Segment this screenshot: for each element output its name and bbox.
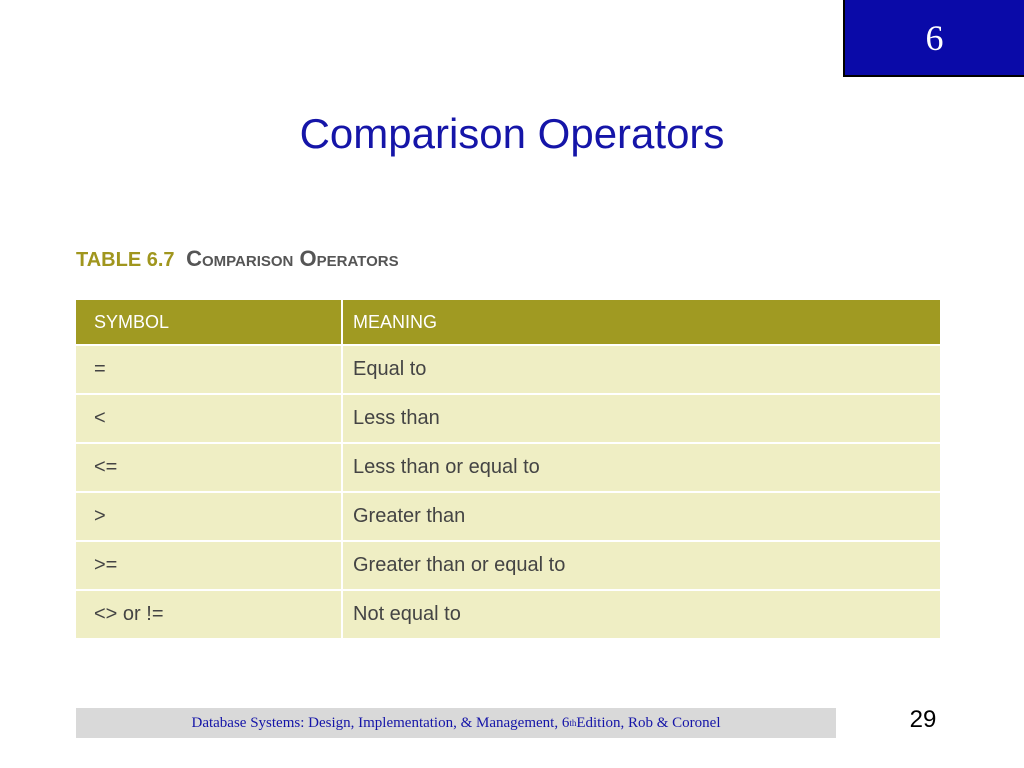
meaning-cell: Less than or equal to: [342, 443, 940, 492]
symbol-cell: <: [76, 394, 342, 443]
column-header-meaning: MEANING: [342, 300, 940, 345]
table-header-row: [76, 300, 940, 345]
symbol-cell: <=: [76, 443, 342, 492]
footer-superscript: th: [569, 718, 577, 728]
table-caption-label: TABLE 6.7: [76, 249, 175, 271]
table-row: [76, 345, 940, 394]
symbol-cell: =: [76, 345, 342, 394]
comparison-operators-table: [76, 300, 940, 640]
table-row: [76, 443, 940, 492]
meaning-cell: Greater than: [342, 492, 940, 541]
table-caption: [76, 246, 399, 272]
table-row: [76, 492, 940, 541]
page-number: 29: [909, 706, 937, 733]
footer-text-after: Edition, Rob & Coronel: [576, 714, 721, 731]
meaning-cell: Not equal to: [342, 590, 940, 639]
symbol-cell: >=: [76, 541, 342, 590]
table-row: [76, 541, 940, 590]
meaning-cell: Less than: [342, 394, 940, 443]
slide-title: Comparison Operators: [299, 110, 725, 157]
meaning-cell: Equal to: [342, 345, 940, 394]
meaning-cell: Greater than or equal to: [342, 541, 940, 590]
table-caption-title: Comparison Operators: [186, 246, 399, 271]
chapter-number-badge: 6: [843, 0, 1024, 77]
table-row: [76, 394, 940, 443]
footer-citation: [76, 708, 836, 738]
symbol-cell: >: [76, 492, 342, 541]
symbol-cell: <> or !=: [76, 590, 342, 639]
column-header-symbol: SYMBOL: [76, 300, 342, 345]
table-row: [76, 590, 940, 639]
footer-text-before: Database Systems: Design, Implementation, & Management, 6: [191, 714, 570, 731]
